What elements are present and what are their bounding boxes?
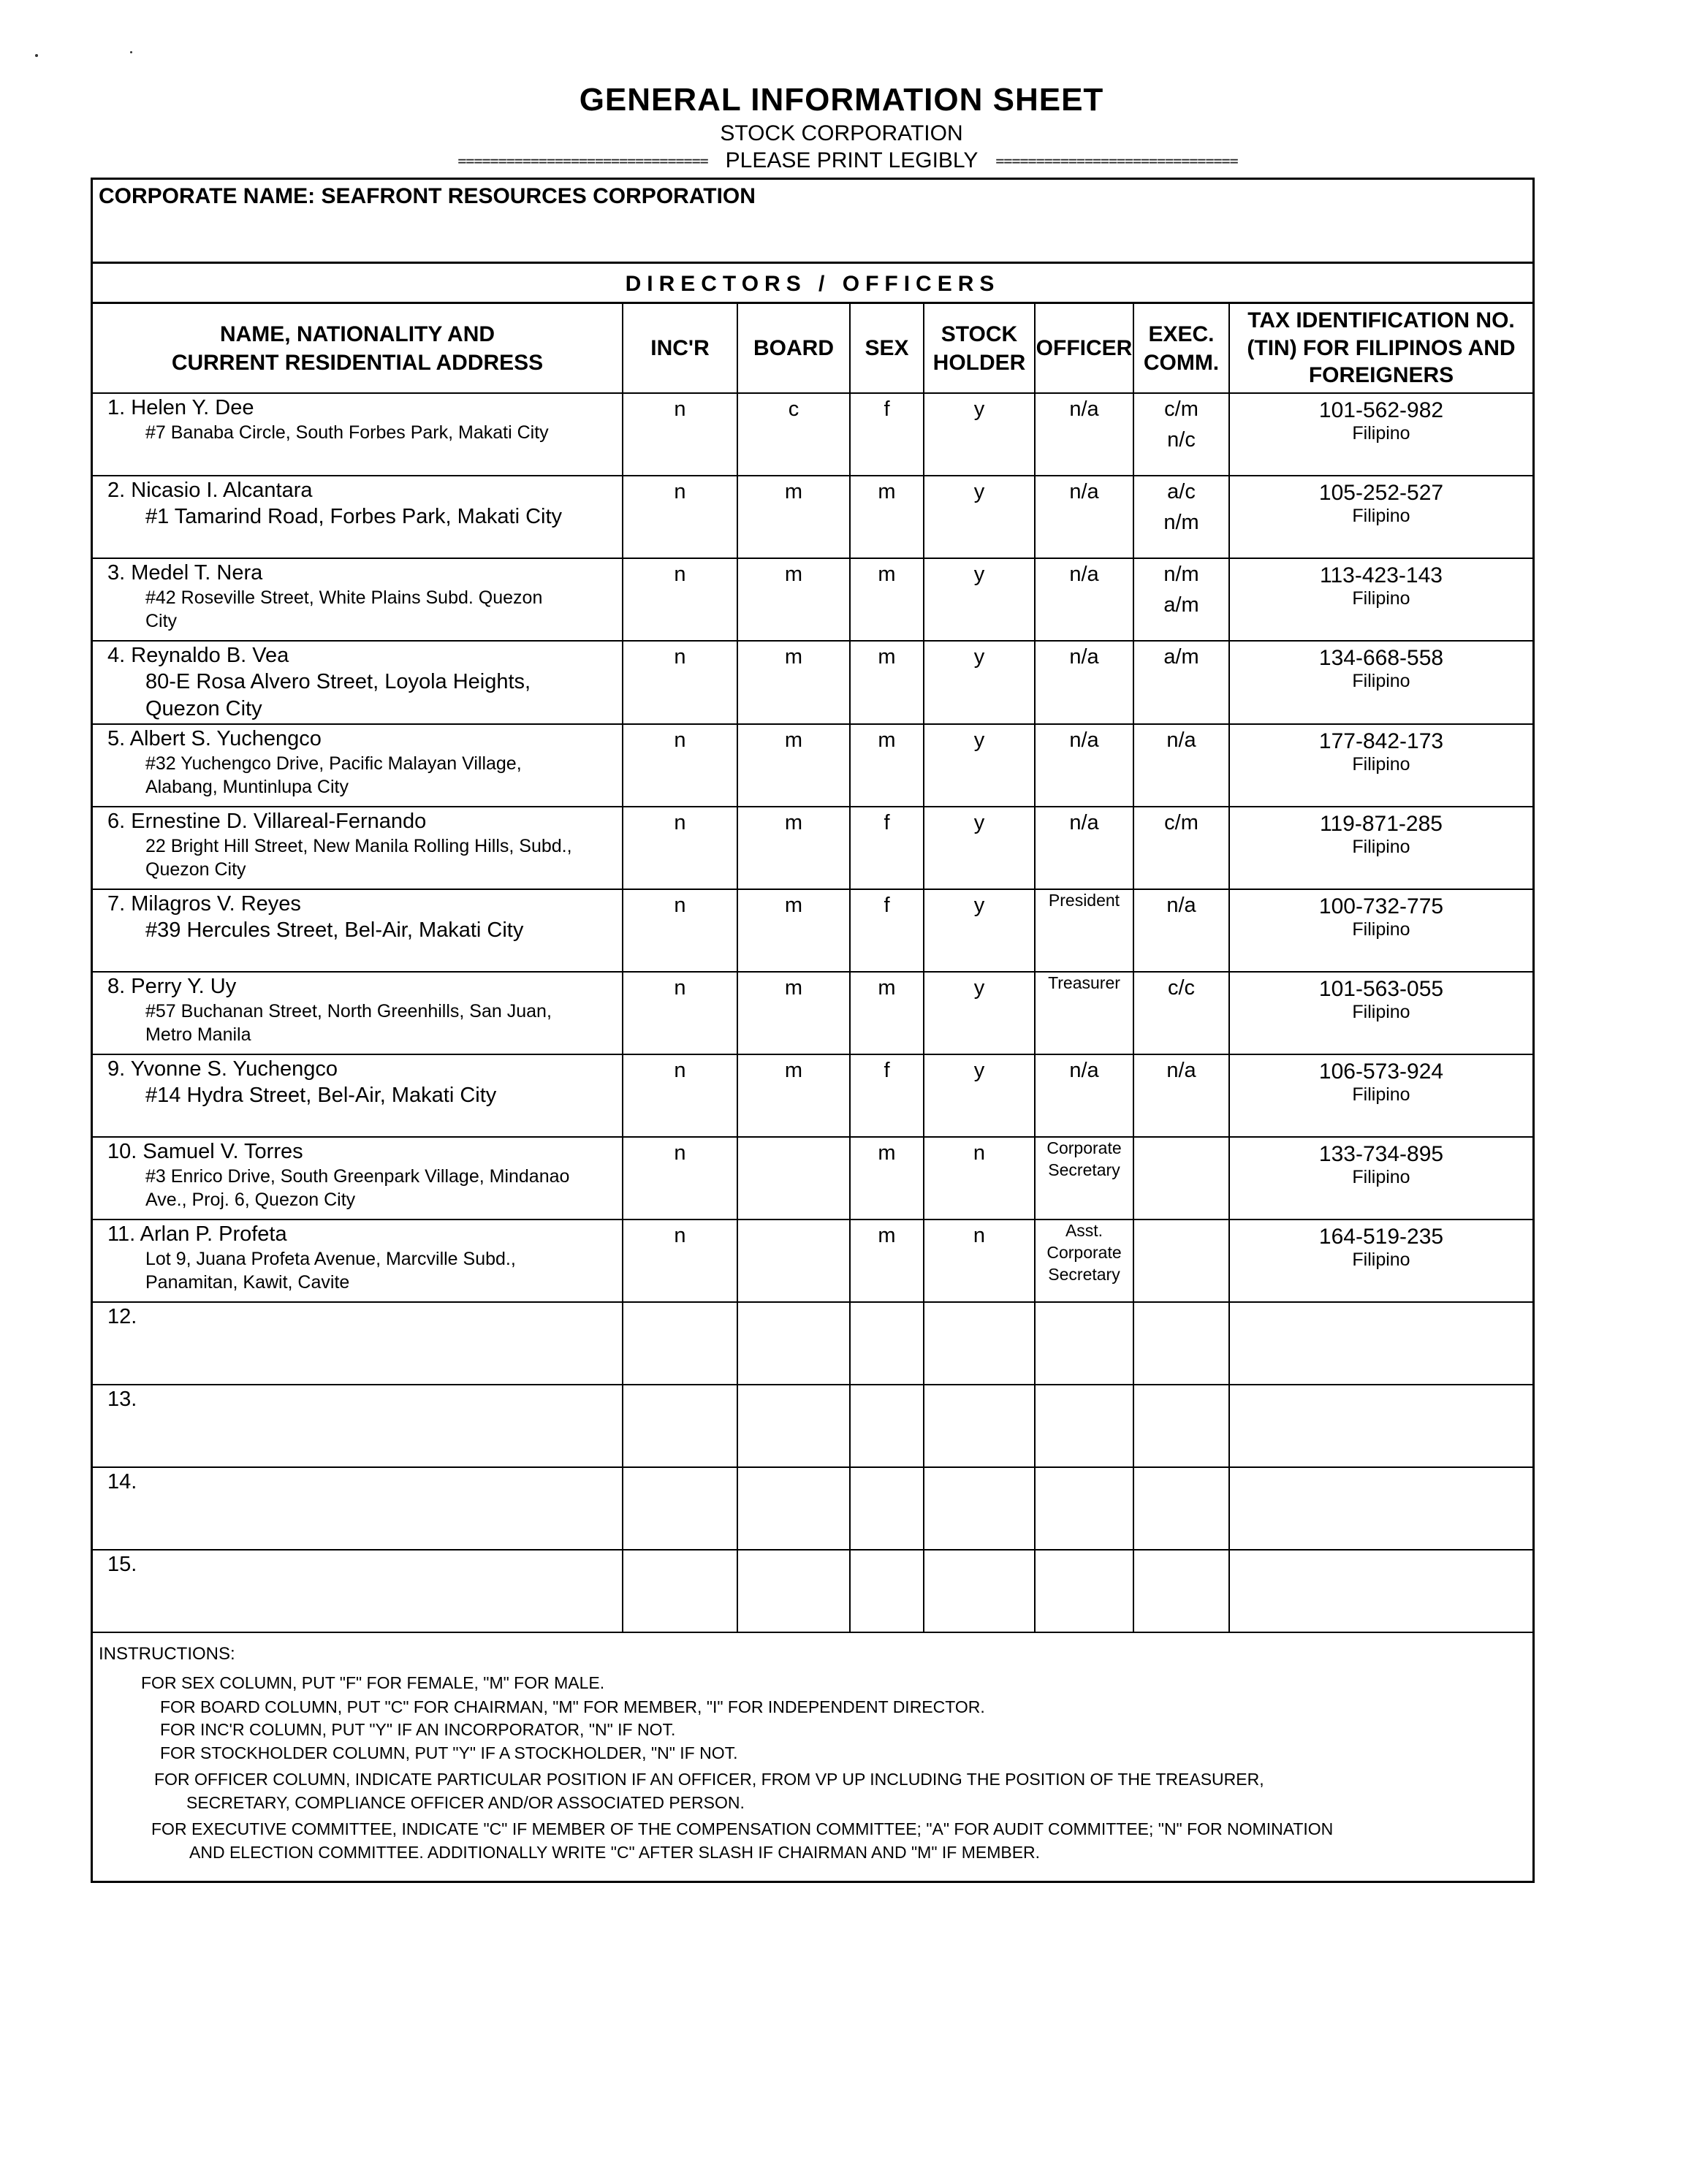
board-cell: c [737, 393, 850, 476]
row-number: 3. [107, 561, 126, 585]
exec-comm-cell [1133, 1302, 1229, 1385]
tin-number: 106-573-924 [1318, 1059, 1444, 1084]
row-number: 8. [107, 975, 126, 999]
incorporator-cell [623, 1302, 737, 1385]
scan-speck [35, 54, 38, 57]
section-title: DIRECTORS / OFFICERS [93, 264, 1532, 304]
incorporator-cell [623, 1467, 737, 1550]
sex-cell: f [850, 393, 924, 476]
name-cell [93, 1550, 623, 1632]
officer-cell [1035, 807, 1133, 889]
officer-cell [1035, 476, 1133, 558]
header-name: NAME, NATIONALITY AND CURRENT RESIDENTIAL ADDRESS [93, 304, 623, 393]
nationality: Filipino [1352, 754, 1410, 775]
table-row [93, 558, 1532, 641]
director-address: #42 Roseville Street, White Plains Subd. Quezon [145, 587, 543, 608]
incorporator-cell: n [623, 889, 737, 972]
instruction-line: FOR OFFICER COLUMN, INDICATE PARTICULAR POSITION IF AN OFFICER, FROM VP UP INCLUDING THE POSITION OF THE TREASURER, [154, 1770, 1264, 1789]
exec-comm-line: n/c [1167, 428, 1196, 452]
officer-line: Treasurer [1048, 973, 1120, 993]
tin-number: 105-252-527 [1318, 481, 1444, 505]
table-row [93, 972, 1532, 1054]
row-number: 5. [107, 727, 126, 751]
row-number: 6. [107, 810, 126, 834]
table-row [93, 1137, 1532, 1220]
tin-cell [1229, 641, 1532, 724]
name-cell [93, 1385, 623, 1467]
officer-line: n/a [1069, 563, 1099, 586]
stockholder-cell: y [924, 558, 1035, 641]
exec-comm-cell [1133, 889, 1229, 972]
officer-line: Asst. [1065, 1221, 1103, 1241]
incorporator-cell [623, 1550, 737, 1632]
stockholder-cell [924, 1550, 1035, 1632]
stockholder-cell: n [924, 1220, 1035, 1302]
officer-cell [1035, 724, 1133, 807]
board-cell: m [737, 476, 850, 558]
sex-cell: m [850, 972, 924, 1054]
corporate-name: CORPORATE NAME: SEAFRONT RESOURCES CORPORATION [93, 180, 1532, 264]
table-row [93, 1302, 1532, 1385]
tin-cell [1229, 1137, 1532, 1220]
board-cell: m [737, 972, 850, 1054]
name-cell [93, 724, 623, 807]
rule-right: ============================== [995, 152, 1238, 170]
director-address: 22 Bright Hill Street, New Manila Rolling Hills, Subd., [145, 835, 572, 856]
director-name-line [93, 642, 622, 669]
incorporator-cell: n [623, 1220, 737, 1302]
board-cell: m [737, 641, 850, 724]
table-row [93, 476, 1532, 558]
officer-cell [1035, 641, 1133, 724]
exec-comm-cell [1133, 393, 1229, 476]
nationality: Filipino [1352, 671, 1410, 691]
board-cell [737, 1220, 850, 1302]
name-cell [93, 889, 623, 972]
tin-cell [1229, 1054, 1532, 1137]
sex-cell: m [850, 724, 924, 807]
row-number: 9. [107, 1057, 126, 1081]
table-row [93, 1467, 1532, 1550]
row-number: 11. [107, 1222, 136, 1247]
director-name-line [93, 1385, 622, 1412]
tin-number: 101-563-055 [1318, 977, 1444, 1002]
instruction-line: FOR SEX COLUMN, PUT "F" FOR FEMALE, "M" FOR MALE. [141, 1673, 605, 1692]
exec-comm-cell [1133, 972, 1229, 1054]
nationality: Filipino [1352, 919, 1410, 940]
director-name: Reynaldo B. Vea [131, 644, 289, 667]
officer-cell [1035, 1054, 1133, 1137]
sex-cell: m [850, 1137, 924, 1220]
incorporator-cell: n [623, 1054, 737, 1137]
document-subtitle: STOCK CORPORATION [720, 121, 963, 145]
board-cell: m [737, 807, 850, 889]
instruction-line: FOR EXECUTIVE COMMITTEE, INDICATE "C" IF MEMBER OF THE COMPENSATION COMMITTEE; "A" FOR AUDIT COMMITTEE; "N" FOR NOMINATION [151, 1819, 1334, 1838]
table-row [93, 889, 1532, 972]
exec-comm-line: n/a [1166, 1059, 1196, 1083]
director-name-line [93, 1055, 622, 1082]
instruction-line: FOR STOCKHOLDER COLUMN, PUT "Y" IF A STOCKHOLDER, "N" IF NOT. [160, 1743, 738, 1762]
tin-cell [1229, 476, 1532, 558]
incorporator-cell: n [623, 641, 737, 724]
name-cell [93, 1467, 623, 1550]
table-header-row [93, 304, 1532, 393]
tin-number [1230, 1468, 1532, 1472]
officer-cell [1035, 1385, 1133, 1467]
director-name: Arlan P. Profeta [140, 1222, 287, 1247]
board-cell: m [737, 724, 850, 807]
director-address: Quezon City [145, 697, 262, 721]
sex-cell: m [850, 641, 924, 724]
table-row [93, 641, 1532, 724]
incorporator-cell: n [623, 558, 737, 641]
instruction-line: FOR INC'R COLUMN, PUT "Y" IF AN INCORPORATOR, "N" IF NOT. [160, 1720, 676, 1739]
exec-comm-line: c/m [1164, 811, 1198, 835]
officer-line: n/a [1069, 480, 1099, 503]
row-number: 1. [107, 396, 126, 419]
incorporator-cell [623, 1385, 737, 1467]
tin-number [1230, 1385, 1532, 1390]
tin-number: 101-562-982 [1318, 398, 1444, 422]
exec-comm-line: a/c [1167, 480, 1196, 503]
stockholder-cell: y [924, 1054, 1035, 1137]
director-name-line [93, 1551, 622, 1578]
director-address: #32 Yuchengco Drive, Pacific Malayan Village, [145, 753, 522, 774]
exec-comm-line: n/m [1163, 563, 1199, 586]
name-cell [93, 1054, 623, 1137]
document-title: GENERAL INFORMATION SHEET [579, 82, 1104, 118]
nationality: Filipino [1352, 837, 1410, 858]
instructions-block [93, 1643, 1532, 1881]
name-cell [93, 1302, 623, 1385]
director-name-line [93, 559, 622, 586]
nationality: Filipino [1352, 423, 1410, 444]
tin-number: 134-668-558 [1318, 646, 1444, 670]
officer-cell [1035, 1220, 1133, 1302]
tin-cell [1229, 1467, 1532, 1550]
nationality: Filipino [1352, 506, 1410, 526]
directors-table [93, 304, 1532, 1633]
print-notice: PLEASE PRINT LEGIBLY [725, 148, 979, 172]
header-exec-comm: EXEC. COMM. [1133, 304, 1229, 393]
officer-line: n/a [1069, 397, 1099, 421]
board-cell [737, 1302, 850, 1385]
incorporator-cell: n [623, 807, 737, 889]
exec-comm-cell [1133, 558, 1229, 641]
table-row [93, 724, 1532, 807]
director-name: Albert S. Yuchengco [129, 727, 322, 751]
row-number: 4. [107, 644, 126, 667]
tin-number: 133-734-895 [1318, 1142, 1444, 1167]
row-number: 15. [107, 1553, 137, 1577]
exec-comm-cell [1133, 724, 1229, 807]
name-cell [93, 476, 623, 558]
exec-comm-line: a/m [1163, 645, 1199, 669]
tin-cell [1229, 558, 1532, 641]
stockholder-cell [924, 1302, 1035, 1385]
director-name: Helen Y. Dee [131, 396, 254, 419]
officer-line: Corporate [1046, 1138, 1122, 1158]
director-name-line [93, 1468, 622, 1495]
row-number: 7. [107, 892, 126, 916]
tin-number: 119-871-285 [1320, 812, 1443, 837]
officer-cell [1035, 1550, 1133, 1632]
tin-cell [1229, 1302, 1532, 1385]
nationality: Filipino [1352, 1002, 1410, 1023]
board-cell [737, 1137, 850, 1220]
director-address: #39 Hercules Street, Bel-Air, Makati City [145, 918, 524, 942]
director-name-line [93, 807, 622, 834]
exec-comm-line: a/m [1163, 593, 1199, 617]
director-name-line [93, 1303, 622, 1330]
sex-cell: f [850, 1054, 924, 1137]
stockholder-cell: y [924, 641, 1035, 724]
director-address: Quezon City [145, 859, 246, 880]
officer-line: Secretary [1048, 1264, 1120, 1284]
exec-comm-line: c/c [1167, 976, 1196, 1000]
stockholder-cell: y [924, 724, 1035, 807]
nationality: Filipino [1352, 1084, 1410, 1106]
exec-comm-cell [1133, 1220, 1229, 1302]
table-row [93, 807, 1532, 889]
sex-cell: m [850, 476, 924, 558]
tin-cell [1229, 972, 1532, 1054]
name-cell [93, 558, 623, 641]
tin-number: 100-732-775 [1318, 894, 1444, 919]
instruction-line: AND ELECTION COMMITTEE. ADDITIONALLY WRITE "C" AFTER SLASH IF CHAIRMAN AND "M" IF MEMBER. [189, 1843, 1041, 1862]
officer-cell [1035, 393, 1133, 476]
director-address: Lot 9, Juana Profeta Avenue, Marcville Subd., [145, 1248, 516, 1269]
incorporator-cell: n [623, 393, 737, 476]
stockholder-cell: n [924, 1137, 1035, 1220]
officer-line: n/a [1069, 1059, 1099, 1083]
board-cell [737, 1467, 850, 1550]
rule-left: =============================== [457, 152, 708, 170]
exec-comm-line: c/m [1164, 397, 1198, 421]
director-name-line [93, 973, 622, 1000]
header-incr: INC'R [623, 304, 737, 393]
officer-cell [1035, 1302, 1133, 1385]
row-number: 13. [107, 1388, 137, 1412]
officer-cell [1035, 1467, 1133, 1550]
scan-speck [130, 51, 132, 53]
tin-cell [1229, 393, 1532, 476]
director-address: Ave., Proj. 6, Quezon City [145, 1190, 356, 1211]
director-name-line [93, 725, 622, 752]
director-address: #3 Enrico Drive, South Greenpark Village, Mindanao [145, 1165, 570, 1187]
exec-comm-line: n/a [1166, 728, 1196, 753]
officer-line: Corporate [1046, 1243, 1122, 1263]
header-board: BOARD [737, 304, 850, 393]
director-name: Medel T. Nera [131, 561, 263, 585]
exec-comm-cell [1133, 476, 1229, 558]
row-number: 12. [107, 1305, 137, 1329]
stockholder-cell [924, 1467, 1035, 1550]
officer-line: Secretary [1048, 1160, 1120, 1180]
instruction-line: SECRETARY, COMPLIANCE OFFICER AND/OR ASSOCIATED PERSON. [186, 1793, 745, 1812]
officer-line: n/a [1069, 811, 1099, 835]
table-row [93, 1385, 1532, 1467]
sex-cell: m [850, 1220, 924, 1302]
sex-cell [850, 1550, 924, 1632]
director-name-line [93, 1138, 622, 1165]
exec-comm-cell [1133, 1550, 1229, 1632]
exec-comm-cell [1133, 807, 1229, 889]
row-number: 2. [107, 479, 126, 502]
director-name-line [93, 394, 622, 421]
nationality: Filipino [1352, 1249, 1410, 1271]
sex-cell [850, 1467, 924, 1550]
tin-number [1230, 1551, 1532, 1555]
sex-cell [850, 1302, 924, 1385]
officer-cell [1035, 558, 1133, 641]
name-cell [93, 641, 623, 724]
sex-cell: f [850, 889, 924, 972]
tin-cell [1229, 889, 1532, 972]
director-name: Samuel V. Torres [143, 1140, 303, 1164]
director-address: Metro Manila [145, 1024, 251, 1046]
table-row [93, 1550, 1532, 1632]
officer-line: President [1048, 891, 1120, 910]
exec-comm-cell [1133, 1385, 1229, 1467]
tin-cell [1229, 1550, 1532, 1632]
stockholder-cell: y [924, 807, 1035, 889]
tin-number: 164-519-235 [1318, 1225, 1444, 1249]
stockholder-cell: y [924, 393, 1035, 476]
header-stock-holder: STOCK HOLDER [924, 304, 1035, 393]
instruction-line: FOR BOARD COLUMN, PUT "C" FOR CHAIRMAN, "M" FOR MEMBER, "I" FOR INDEPENDENT DIRECTOR. [160, 1697, 985, 1716]
stockholder-cell: y [924, 889, 1035, 972]
director-address: #57 Buchanan Street, North Greenhills, San Juan, [145, 1000, 552, 1021]
exec-comm-cell [1133, 641, 1229, 724]
board-cell: m [737, 1054, 850, 1137]
director-address: #14 Hydra Street, Bel-Air, Makati City [145, 1083, 497, 1107]
sex-cell: f [850, 807, 924, 889]
board-cell: m [737, 558, 850, 641]
nationality: Filipino [1352, 588, 1410, 609]
tin-number: 177-842-173 [1318, 729, 1444, 754]
information-form [91, 178, 1535, 1883]
tin-number: 113-423-143 [1320, 563, 1443, 587]
incorporator-cell: n [623, 972, 737, 1054]
officer-line: n/a [1069, 728, 1099, 753]
director-name-line [93, 476, 622, 503]
name-cell [93, 807, 623, 889]
director-name-line [93, 1220, 622, 1247]
tin-cell [1229, 724, 1532, 807]
instructions-heading: INSTRUCTIONS: [99, 1644, 235, 1664]
director-name: Milagros V. Reyes [131, 892, 301, 916]
stockholder-cell: y [924, 476, 1035, 558]
exec-comm-cell [1133, 1467, 1229, 1550]
incorporator-cell: n [623, 724, 737, 807]
header-tin: TAX IDENTIFICATION NO. (TIN) FOR FILIPINOS AND FOREIGNERS [1229, 304, 1532, 393]
name-cell [93, 393, 623, 476]
board-cell: m [737, 889, 850, 972]
officer-cell [1035, 1137, 1133, 1220]
board-cell [737, 1550, 850, 1632]
director-address: Panamitan, Kawit, Cavite [145, 1272, 350, 1293]
director-name: Nicasio I. Alcantara [131, 479, 313, 502]
stockholder-cell [924, 1385, 1035, 1467]
tin-cell [1229, 1220, 1532, 1302]
officer-line: n/a [1069, 645, 1099, 669]
print-notice-row [117, 148, 1578, 173]
director-address: Alabang, Muntinlupa City [145, 777, 349, 798]
director-name: Ernestine D. Villareal-Fernando [131, 810, 427, 834]
tin-cell [1229, 1385, 1532, 1467]
header-officer: OFFICER [1035, 304, 1133, 393]
director-address: #1 Tamarind Road, Forbes Park, Makati City [145, 504, 563, 528]
name-cell [93, 1137, 623, 1220]
incorporator-cell: n [623, 476, 737, 558]
director-address: 80-E Rosa Alvero Street, Loyola Heights, [145, 669, 531, 693]
nationality: Filipino [1352, 1167, 1410, 1188]
name-cell [93, 972, 623, 1054]
officer-cell [1035, 889, 1133, 972]
table-row [93, 1220, 1532, 1302]
sex-cell: m [850, 558, 924, 641]
incorporator-cell: n [623, 1137, 737, 1220]
exec-comm-line: n/a [1166, 894, 1196, 918]
stockholder-cell: y [924, 972, 1035, 1054]
sex-cell [850, 1385, 924, 1467]
tin-number [1230, 1303, 1532, 1307]
director-name: Yvonne S. Yuchengco [130, 1057, 338, 1081]
row-number: 14. [107, 1470, 137, 1494]
table-row [93, 393, 1532, 476]
director-name: Perry Y. Uy [131, 975, 237, 999]
board-cell [737, 1385, 850, 1467]
exec-comm-cell [1133, 1137, 1229, 1220]
name-cell [93, 1220, 623, 1302]
director-name-line [93, 890, 622, 917]
header-sex: SEX [850, 304, 924, 393]
table-row [93, 1054, 1532, 1137]
row-number: 10. [107, 1140, 137, 1164]
tin-cell [1229, 807, 1532, 889]
director-address: #7 Banaba Circle, South Forbes Park, Makati City [145, 422, 549, 443]
director-address: City [145, 611, 178, 632]
exec-comm-cell [1133, 1054, 1229, 1137]
exec-comm-line: n/m [1163, 511, 1199, 535]
officer-cell [1035, 972, 1133, 1054]
